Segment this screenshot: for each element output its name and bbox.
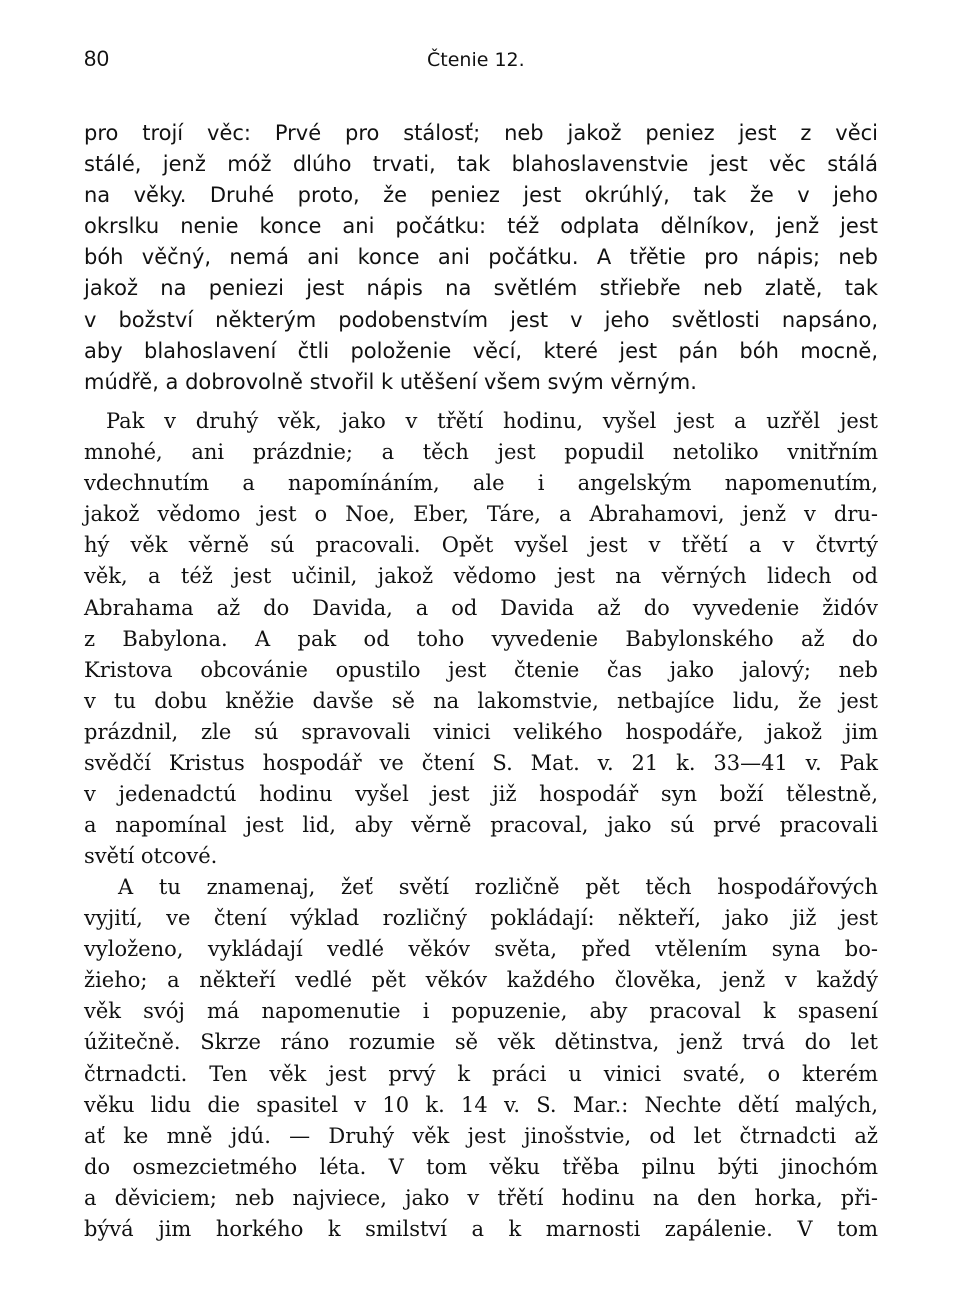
- text-line: do osmezcietmého léta. V tom věku třěba pilnu býti jinochóm: [84, 1154, 878, 1179]
- text-line: hý věk věrně sú pracovali. Opět vyšel jest v třětí a v čtvrtý: [84, 533, 878, 558]
- paragraph-1: [84, 118, 878, 398]
- text-line: aby blahoslavení čtli položenie věcí, které jest pán bóh mocně,: [84, 338, 878, 363]
- text-line: jakož na peniezi jest nápis na světlém střiebře neb zlatě, tak: [84, 276, 878, 301]
- text-line: Pak v druhý věk, jako v třětí hodinu, vyšel jest a uzřěl jest: [106, 409, 878, 433]
- text-line: vyjití, ve čtení výklad rozličný pokládají: někteří, jako již jest: [84, 906, 878, 931]
- text-line: v jedenadctú hodinu vyšel jest již hospodář syn boží tělestně,: [84, 782, 878, 807]
- text-line: věku lidu die spasitel v 10 k. 14 v. S. Mar.: Nechte dětí malých,: [84, 1092, 878, 1117]
- text-line: úžitečně. Skrze ráno rozumie sě věk dětinstva, jenž trvá do let: [84, 1030, 878, 1055]
- text-line: v božství některým podobenstvím jest v jeho světlosti napsáno,: [84, 307, 878, 332]
- text-line: vdechnutím a napomínáním, ale i angelským napomenutím,: [84, 471, 878, 496]
- running-title: Čtenie 12.: [427, 49, 525, 71]
- text-line: věk svój má napomenutie i popuzenie, aby pracoval k spasení: [84, 999, 878, 1024]
- paragraph-3: [84, 872, 878, 1245]
- text-line: a napomínal jest lid, aby věrně pracoval, jako sú prvé pracovali: [84, 813, 878, 838]
- text-line: z Babylona. A pak od toho vyvedenie Babylonského až do: [84, 626, 878, 651]
- running-head: [84, 44, 878, 76]
- paragraph-2: [84, 406, 878, 872]
- text-line: světí otcové.: [84, 844, 218, 869]
- text-line: ať ke mně jdú. — Druhý věk jest jinošstvie, od let čtrnadcti až: [84, 1123, 878, 1148]
- text-line: mnohé, ani prázdnie; a těch jest popudil netoliko vnitřním: [84, 440, 878, 465]
- text-line: múdřě, a dobrovolně stvořil k utěšení všem svým věrným.: [84, 369, 697, 394]
- text-line: jakož vědomo jest o Noe, Eber, Táre, a Abrahamovi, jenž v dru-: [84, 502, 878, 527]
- text-line: stálé, jenž móž dlúho trvati, tak blahoslavenstvie jest věc stálá: [84, 152, 878, 177]
- text-line: žieho; a někteří vedlé pět věkóv každého člověka, jenž v každý: [84, 968, 878, 993]
- text-line: v tu dobu kněžie davše sě na lakomstvie, netbajíce lidu, že jest: [84, 688, 878, 713]
- text-line: a děviciem; neb najviece, jako v třětí hodinu na den horka, při-: [84, 1185, 878, 1210]
- text-line: Kristova obcovánie opustilo jest čtenie čas jako jalový; neb: [84, 657, 878, 682]
- page-number: 80: [84, 46, 110, 71]
- text-line: Abrahama až do Davida, a od Davida až do vyvedenie židóv: [84, 595, 878, 620]
- text-line: bývá jim horkého k smilství a k marnosti zapálenie. V tom: [84, 1217, 878, 1242]
- text-line: čtrnadcti. Ten věk jest prvý k práci u vinici svaté, o kterém: [84, 1061, 878, 1086]
- text-line: věk, a též jest učinil, jakož vědomo jest na věrných lidech od: [84, 564, 878, 589]
- text-line: vyloženo, vykládají vedlé věkóv světa, před vtělením syna bo-: [84, 937, 878, 962]
- text-line: bóh věčný, nemá ani konce ani počátku. A třětie pro nápis; neb: [84, 245, 878, 270]
- text-line: pro trojí věc: Prvé pro stálosť; neb jakož peniez jest z věci: [84, 121, 878, 145]
- text-line: A tu znamenaj, žeť světí rozličně pět těch hospodářových: [118, 875, 878, 899]
- text-line: prázdnil, zle sú spravovali vinici velikého hospodáře, jakož jim: [84, 719, 878, 744]
- text-line: okrslku nenie konce ani počátku: též odplata dělníkov, jenž jest: [84, 214, 878, 239]
- text-line: na věky. Druhé proto, že peniez jest okrúhlý, tak že v jeho: [84, 183, 878, 208]
- text-line: svědčí Kristus hospodář ve čtení S. Mat. v. 21 k. 33—41 v. Pak: [84, 751, 878, 776]
